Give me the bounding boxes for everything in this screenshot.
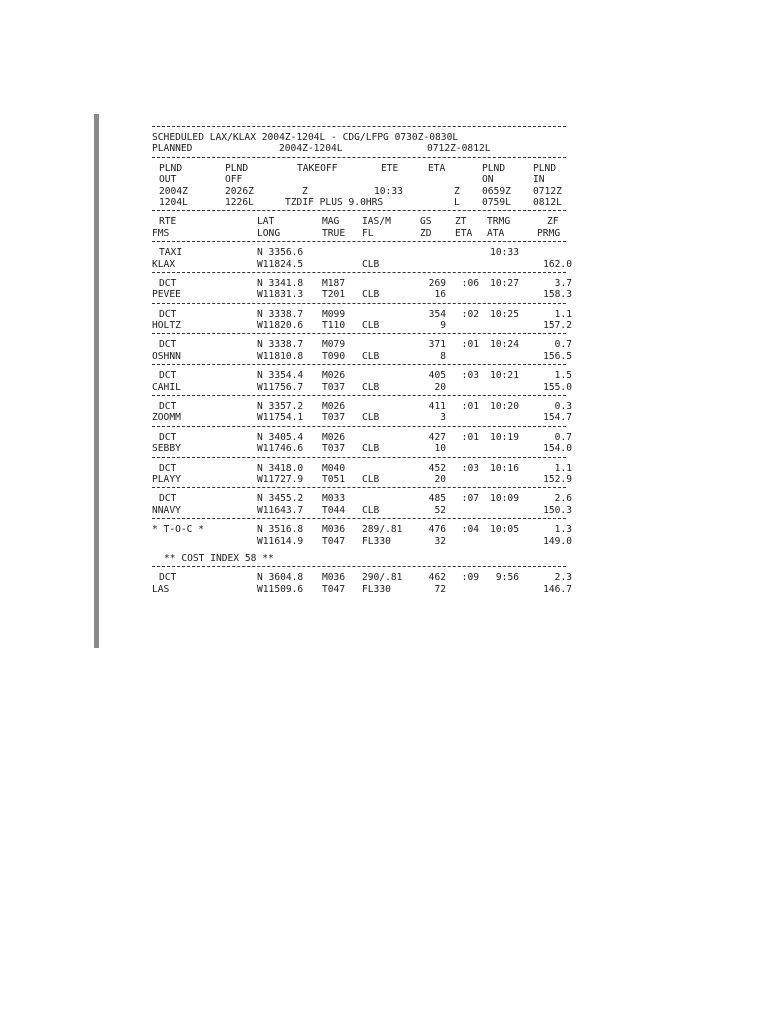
- zone-time: :06: [461, 277, 479, 289]
- column-header: MAG: [322, 216, 340, 228]
- times-cell: 0812L: [533, 196, 562, 208]
- waypoint-row: [152, 401, 572, 412]
- fuel-remaining: 155.0: [543, 381, 572, 393]
- divider: [152, 395, 566, 396]
- waypoint-row: [152, 412, 572, 423]
- waypoint-list: [152, 247, 572, 547]
- cost-index-text: ** COST INDEX 58 **: [164, 552, 274, 564]
- zone-distance: 72: [434, 583, 446, 595]
- waypoint-block: [152, 339, 572, 365]
- waypoint-row: [152, 432, 572, 443]
- divider: [152, 426, 566, 427]
- waypoint-row: [152, 463, 572, 474]
- route-label: DCT: [159, 370, 177, 382]
- fuel-remaining: 162.0: [543, 258, 572, 270]
- true-course: T037: [322, 381, 346, 393]
- divider: [152, 303, 566, 304]
- zone-distance: 52: [434, 504, 446, 516]
- page-margin-bar: [94, 114, 99, 648]
- waypoint-block: [152, 432, 572, 458]
- fix-name: PEVEE: [152, 289, 181, 301]
- cost-index-row: [152, 553, 572, 564]
- mag-course: M033: [322, 493, 346, 505]
- latitude: N 3418.0: [257, 462, 304, 474]
- flight-level: FL330: [362, 583, 391, 595]
- mag-course: M026: [322, 401, 346, 413]
- times-cell: IN: [533, 174, 545, 186]
- latitude: N 3455.2: [257, 493, 304, 505]
- times-cell: PLND: [533, 162, 557, 174]
- ground-speed: 371: [428, 339, 446, 351]
- fix-name: KLAX: [152, 258, 176, 270]
- ias-mach: 290/.81: [362, 572, 403, 584]
- true-course: T110: [322, 320, 346, 332]
- times-cell: 2026Z: [225, 185, 254, 197]
- divider: [152, 333, 566, 334]
- time-remaining: 10:24: [490, 339, 519, 351]
- ground-speed: 476: [428, 524, 446, 536]
- header-scheduled-text: SCHEDULED LAX/KLAX 2004Z-1204L - CDG/LFPG 0730Z-0830L: [152, 132, 459, 143]
- time-remaining: 10:05: [490, 524, 519, 536]
- waypoint-row: [152, 493, 572, 504]
- divider: [152, 518, 566, 519]
- zone-fuel: 0.7: [554, 431, 572, 443]
- zone-time: :03: [461, 370, 479, 382]
- time-remaining: 10:33: [490, 247, 519, 259]
- column-headers: [152, 216, 572, 239]
- zone-fuel: 3.7: [554, 277, 572, 289]
- zone-time: :07: [461, 493, 479, 505]
- column-header: FL: [362, 227, 374, 239]
- longitude: W11746.6: [257, 443, 304, 455]
- fix-name: ZOOMM: [152, 412, 181, 424]
- waypoint-row: [152, 278, 572, 289]
- fuel-remaining: 152.9: [543, 473, 572, 485]
- times-cell: PLND: [225, 162, 249, 174]
- flight-level: CLB: [362, 320, 380, 332]
- times-row: [152, 174, 572, 185]
- latitude: N 3354.4: [257, 370, 304, 382]
- times-cell: 2004Z: [159, 185, 188, 197]
- column-header-row: [152, 228, 572, 239]
- longitude: W11824.5: [257, 258, 304, 270]
- route-label: DCT: [159, 572, 177, 584]
- times-block: [152, 163, 572, 209]
- true-course: T201: [322, 289, 346, 301]
- ground-speed: 354: [428, 308, 446, 320]
- times-cell: TAKEOFF: [297, 162, 338, 174]
- flight-level: FL330: [362, 535, 391, 547]
- route-label: DCT: [159, 493, 177, 505]
- times-cell: L: [454, 196, 460, 208]
- times-cell: 1204L: [159, 196, 188, 208]
- fuel-remaining: 158.3: [543, 289, 572, 301]
- zone-time: :03: [461, 462, 479, 474]
- mag-course: M099: [322, 308, 346, 320]
- waypoint-row: [152, 289, 572, 300]
- planned-arrival: 0712Z-0812L: [427, 143, 491, 155]
- waypoint-row: [152, 524, 572, 535]
- times-cell: ETA: [428, 162, 446, 174]
- latitude: N 3357.2: [257, 401, 304, 413]
- true-course: T047: [322, 583, 346, 595]
- waypoint-block: [152, 309, 572, 335]
- divider: [152, 157, 566, 158]
- divider: [152, 566, 566, 567]
- waypoint-block: [152, 370, 572, 396]
- zone-distance: 16: [434, 289, 446, 301]
- latitude: N 3604.8: [257, 572, 304, 584]
- times-cell: 0759L: [482, 196, 511, 208]
- column-header: ETA: [455, 227, 473, 239]
- times-cell: ETE: [381, 162, 399, 174]
- waypoint-row: [152, 320, 572, 331]
- zone-fuel: 1.1: [554, 462, 572, 474]
- waypoint-row: [152, 351, 572, 362]
- latitude: N 3405.4: [257, 431, 304, 443]
- planned-label: PLANNED: [152, 143, 193, 155]
- divider: [152, 487, 566, 488]
- latitude: N 3338.7: [257, 339, 304, 351]
- fix-name: PLAYY: [152, 473, 181, 485]
- ias-mach: 289/.81: [362, 524, 403, 536]
- longitude: W11756.7: [257, 381, 304, 393]
- zone-distance: 20: [434, 381, 446, 393]
- longitude: W11820.6: [257, 320, 304, 332]
- zone-distance: 10: [434, 443, 446, 455]
- time-remaining: 10:19: [490, 431, 519, 443]
- zone-time: :04: [461, 524, 479, 536]
- mag-course: M026: [322, 431, 346, 443]
- flight-level: CLB: [362, 350, 380, 362]
- ground-speed: 452: [428, 462, 446, 474]
- true-course: T037: [322, 412, 346, 424]
- zone-fuel: 2.6: [554, 493, 572, 505]
- longitude: W11810.8: [257, 350, 304, 362]
- ground-speed: 411: [428, 401, 446, 413]
- column-header: RTE: [159, 216, 177, 228]
- flight-level: CLB: [362, 443, 380, 455]
- true-course: T047: [322, 535, 346, 547]
- divider: [152, 210, 566, 211]
- waypoint-row: [152, 443, 572, 454]
- final-waypoint: [152, 572, 572, 595]
- column-header: PRMG: [537, 227, 561, 239]
- fix-name: CAHIL: [152, 381, 181, 393]
- column-header: ZT: [455, 216, 467, 228]
- time-remaining: 10:16: [490, 462, 519, 474]
- mag-course: M079: [322, 339, 346, 351]
- zone-fuel: 2.3: [554, 572, 572, 584]
- times-cell: ON: [482, 174, 494, 186]
- divider: [152, 241, 566, 242]
- route-label: DCT: [159, 431, 177, 443]
- column-header: ZF: [547, 216, 559, 228]
- fix-name: LAS: [152, 583, 170, 595]
- waypoint-row: [152, 309, 572, 320]
- waypoint-block: [152, 247, 572, 273]
- waypoint-row: [152, 536, 572, 547]
- fuel-remaining: 154.0: [543, 443, 572, 455]
- true-course: T044: [322, 504, 346, 516]
- zone-time: :01: [461, 431, 479, 443]
- zone-fuel: 1.3: [554, 524, 572, 536]
- waypoint-row: [152, 505, 572, 516]
- column-header: ZD: [420, 227, 432, 239]
- column-header: LONG: [257, 227, 281, 239]
- zone-fuel: 0.3: [554, 401, 572, 413]
- mag-course: M040: [322, 462, 346, 474]
- zone-time: :09: [461, 572, 479, 584]
- column-header: ATA: [487, 227, 505, 239]
- times-cell: 10:33: [374, 185, 403, 197]
- latitude: N 3516.8: [257, 524, 304, 536]
- latitude: N 3341.8: [257, 277, 304, 289]
- times-cell: Z: [302, 185, 308, 197]
- fix-name: SEBBY: [152, 443, 181, 455]
- route-label: * T-O-C *: [152, 524, 204, 536]
- waypoint-row: [152, 370, 572, 381]
- true-course: T037: [322, 443, 346, 455]
- times-cell: 1226L: [225, 196, 254, 208]
- times-row: [152, 186, 572, 197]
- column-header: LAT: [257, 216, 275, 228]
- latitude: N 3338.7: [257, 308, 304, 320]
- waypoint-block: [152, 493, 572, 519]
- fix-name: NNAVY: [152, 504, 181, 516]
- route-label: TAXI: [159, 247, 183, 259]
- ground-speed: 427: [428, 431, 446, 443]
- mag-course: M026: [322, 370, 346, 382]
- waypoint-row: [152, 572, 572, 583]
- waypoint-row: [152, 259, 572, 270]
- waypoint-row: [152, 247, 572, 258]
- flight-level: CLB: [362, 473, 380, 485]
- zone-time: :01: [461, 401, 479, 413]
- times-cell: 0712Z: [533, 185, 562, 197]
- divider: [152, 272, 566, 273]
- waypoint-row: [152, 474, 572, 485]
- column-header: TRMG: [487, 216, 511, 228]
- route-label: DCT: [159, 277, 177, 289]
- waypoint-block: [152, 524, 572, 547]
- zone-distance: 3: [440, 412, 446, 424]
- true-course: T051: [322, 473, 346, 485]
- ground-speed: 462: [428, 572, 446, 584]
- longitude: W11509.6: [257, 583, 304, 595]
- zone-time: :02: [461, 308, 479, 320]
- times-cell: PLND: [482, 162, 506, 174]
- fuel-remaining: 149.0: [543, 535, 572, 547]
- flight-level: CLB: [362, 381, 380, 393]
- times-cell: TZDIF PLUS 9.0HRS: [285, 196, 384, 208]
- time-remaining: 10:21: [490, 370, 519, 382]
- zone-fuel: 1.1: [554, 308, 572, 320]
- flight-level: CLB: [362, 412, 380, 424]
- time-remaining: 10:25: [490, 308, 519, 320]
- divider: [152, 457, 566, 458]
- column-header: TRUE: [322, 227, 346, 239]
- times-cell: OFF: [225, 174, 243, 186]
- route-label: DCT: [159, 401, 177, 413]
- zone-distance: 8: [440, 350, 446, 362]
- time-remaining: 10:27: [490, 277, 519, 289]
- true-course: T090: [322, 350, 346, 362]
- time-remaining: 10:09: [490, 493, 519, 505]
- waypoint-block: [152, 463, 572, 489]
- route-label: DCT: [159, 339, 177, 351]
- time-remaining: 9:56: [495, 572, 519, 584]
- times-cell: OUT: [159, 174, 177, 186]
- times-row: [152, 197, 572, 208]
- waypoint-block: [152, 278, 572, 304]
- time-remaining: 10:20: [490, 401, 519, 413]
- fuel-remaining: 157.2: [543, 320, 572, 332]
- longitude: W11614.9: [257, 535, 304, 547]
- times-cell: Z: [454, 185, 460, 197]
- flight-level: CLB: [362, 258, 380, 270]
- header-planned: [152, 143, 572, 154]
- flight-level: CLB: [362, 289, 380, 301]
- times-cell: 0659Z: [482, 185, 511, 197]
- zone-time: :01: [461, 339, 479, 351]
- zone-distance: 20: [434, 473, 446, 485]
- fuel-remaining: 154.7: [543, 412, 572, 424]
- longitude: W11727.9: [257, 473, 304, 485]
- fuel-remaining: 146.7: [543, 583, 572, 595]
- column-header: GS: [420, 216, 432, 228]
- waypoint-row: [152, 339, 572, 350]
- waypoint-block: [152, 401, 572, 427]
- column-header: IAS/M: [362, 216, 391, 228]
- longitude: W11643.7: [257, 504, 304, 516]
- ground-speed: 269: [428, 277, 446, 289]
- header-scheduled: [152, 132, 572, 143]
- fix-name: OSHNN: [152, 350, 181, 362]
- mag-course: M036: [322, 572, 346, 584]
- route-label: DCT: [159, 462, 177, 474]
- times-row: [152, 163, 572, 174]
- ground-speed: 405: [428, 370, 446, 382]
- mag-course: M187: [322, 277, 346, 289]
- divider: [152, 364, 566, 365]
- zone-distance: 9: [440, 320, 446, 332]
- fuel-remaining: 156.5: [543, 350, 572, 362]
- column-header-row: [152, 216, 572, 227]
- mag-course: M036: [322, 524, 346, 536]
- divider: [152, 126, 566, 127]
- fuel-remaining: 150.3: [543, 504, 572, 516]
- times-cell: PLND: [159, 162, 183, 174]
- column-header: FMS: [152, 227, 170, 239]
- flight-plan-document: [152, 124, 572, 595]
- zone-fuel: 1.5: [554, 370, 572, 382]
- longitude: W11831.3: [257, 289, 304, 301]
- planned-departure: 2004Z-1204L: [279, 143, 343, 155]
- ground-speed: 485: [428, 493, 446, 505]
- longitude: W11754.1: [257, 412, 304, 424]
- latitude: N 3356.6: [257, 247, 304, 259]
- fix-name: HOLTZ: [152, 320, 181, 332]
- waypoint-row: [152, 584, 572, 595]
- zone-distance: 32: [434, 535, 446, 547]
- flight-level: CLB: [362, 504, 380, 516]
- waypoint-row: [152, 382, 572, 393]
- zone-fuel: 0.7: [554, 339, 572, 351]
- route-label: DCT: [159, 308, 177, 320]
